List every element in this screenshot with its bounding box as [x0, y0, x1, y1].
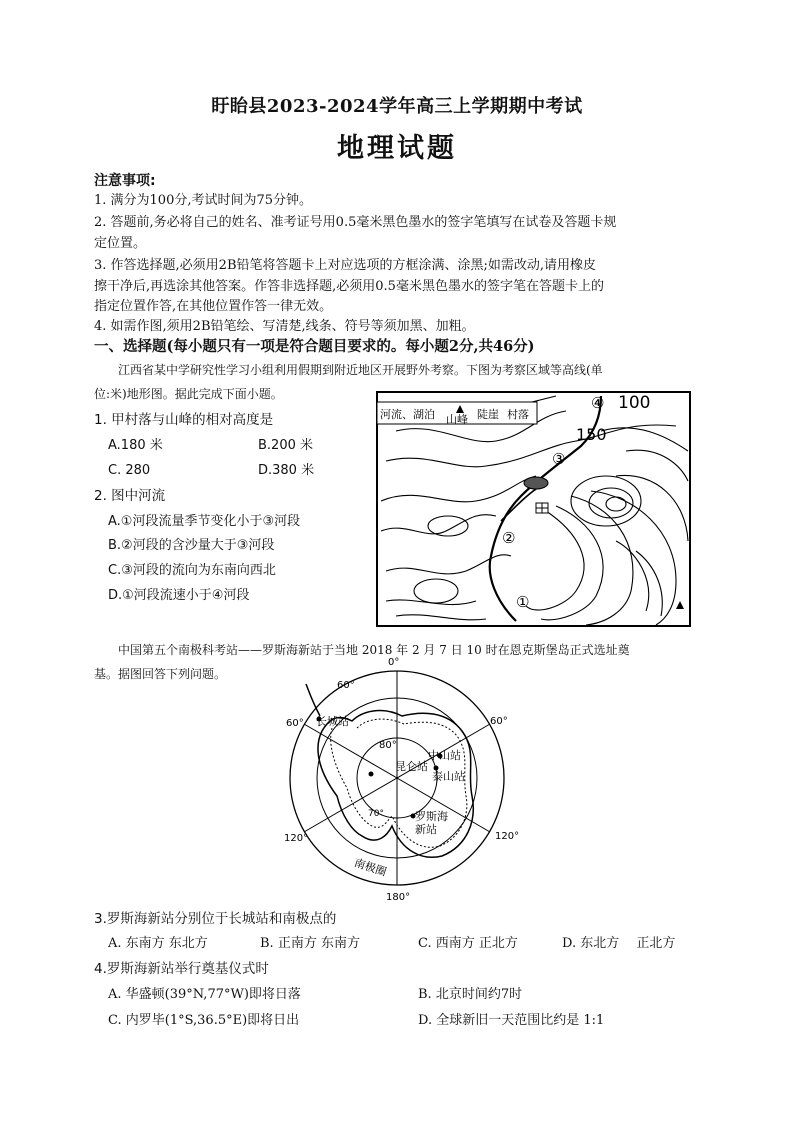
lon-180-label: 180°	[386, 892, 411, 903]
legend-cliff: 陡崖	[477, 408, 499, 421]
notice-line-3: 定位置。	[94, 236, 147, 251]
lat-80-label: 80°	[379, 740, 397, 751]
marker-3: ③	[552, 450, 566, 468]
q4-option-c[interactable]: C. 内罗毕(1°S,36.5°E)即将日出	[108, 1013, 300, 1028]
notice-line-5: 擦干净后,再选涂其他答案。作答非选择题,必须用0.5毫米黑色墨水的签字笔在答题卡上的	[94, 279, 604, 294]
lon-120w-label: 120°	[284, 833, 309, 844]
lon-120e-label: 120°	[495, 831, 520, 842]
q3-option-d[interactable]: D. 东北方 正北方	[562, 936, 676, 951]
q4-stem: 4.罗斯海新站举行奠基仪式时	[94, 961, 269, 977]
q1-stem: 1. 甲村落与山峰的相对高度是	[94, 412, 274, 428]
q2-option-a[interactable]: A.①河段流量季节变化小于③河段	[108, 514, 301, 529]
intro1-line2: 位:米)地形图。据此完成下面小题。	[94, 387, 283, 401]
legend-river: 河流、湖泊	[380, 408, 435, 421]
q3-option-b[interactable]: B. 正南方 东南方	[260, 936, 360, 951]
notice-heading: 注意事项:	[94, 173, 156, 189]
q1-option-d[interactable]: D.380 米	[258, 463, 315, 478]
marker-2: ②	[502, 529, 516, 547]
notice-line-2: 2. 答题前,务必将自己的姓名、准考证号用0.5毫米黑色墨水的签字笔填写在试卷及答题卡规	[94, 215, 617, 230]
lon-0-label: 0°	[388, 657, 400, 668]
taishan-station-label: 泰山站	[432, 770, 465, 783]
antarctica-map	[282, 656, 520, 903]
marker-1: ①	[516, 593, 530, 611]
q3-stem: 3.罗斯海新站分别位于长城站和南极点的	[94, 911, 337, 927]
q2-option-b[interactable]: B.②河段的含沙量大于③河段	[108, 538, 275, 553]
q2-stem: 2. 图中河流	[94, 488, 166, 504]
notice-line-7: 4. 如需作图,须用2B铅笔绘、写清楚,线条、符号等须加黑、加粗。	[94, 319, 475, 334]
lon-60e-label: 60°	[490, 716, 508, 727]
q1-option-a[interactable]: A.180 米	[108, 438, 163, 453]
q4-option-d[interactable]: D. 全球新旧一天范围比约是 1:1	[418, 1013, 605, 1028]
notice-line-6: 指定位置作答,在其他位置作答一律无效。	[94, 299, 333, 314]
changcheng-station-label: 长城站	[316, 715, 349, 728]
intro1-line1: 江西省某中学研究性学习小组利用假期到附近地区开展野外考察。下图为考察区域等高线(单	[118, 363, 603, 377]
q3-option-a[interactable]: A. 东南方 东北方	[108, 936, 208, 951]
lat-60-label: 60°	[337, 680, 355, 691]
q2-option-c[interactable]: C.③河段的流向为东南向西北	[108, 563, 276, 578]
ross-station-label-1: 罗斯海	[415, 810, 448, 823]
legend-village: 村落	[507, 408, 529, 421]
contour-100-label: 100	[618, 393, 651, 413]
antarctic-circle-label: 南极圈	[352, 856, 389, 879]
section-heading: 一、选择题(每小题只有一项是符合题目要求的。每小题2分,共46分)	[94, 338, 535, 355]
lon-60w-label: 60°	[286, 718, 304, 729]
q4-option-a[interactable]: A. 华盛顿(39°N,77°W)即将日落	[108, 987, 301, 1002]
kunlun-station-label: 昆仑站	[395, 760, 428, 773]
q2-option-d[interactable]: D.①河段流速小于④河段	[108, 588, 250, 603]
q3-option-c[interactable]: C. 西南方 正北方	[418, 936, 518, 951]
q4-option-b[interactable]: B. 北京时间约7时	[418, 987, 523, 1002]
q1-option-c[interactable]: C. 280	[108, 463, 151, 478]
legend-peak: 山峰	[446, 413, 468, 426]
notice-line-4: 3. 作答选择题,必须用2B铅笔将答题卡上对应选项的方框涂满、涂黑;如需改动,请用橡皮	[94, 258, 597, 273]
lat-70-label: 70°	[368, 809, 384, 819]
marker-4: ④	[591, 394, 605, 412]
q1-option-b[interactable]: B.200 米	[258, 438, 313, 453]
intro2-line1: 中国第五个南极科考站——罗斯海新站于当地 2018 年 2 月 7 日 10 时在恩克斯堡岛正式选址奠	[118, 643, 630, 657]
intro2-line2: 基。据图回答下列问题。	[94, 667, 227, 681]
notice-line-1: 1. 满分为100分,考试时间为75分钟。	[94, 193, 313, 208]
topographic-map	[376, 391, 691, 627]
ross-station-label-2: 新站	[415, 823, 437, 836]
zhongshan-station-label: 中山站	[428, 749, 461, 762]
exam-title: 盱眙县2023-2024学年高三上学期期中考试	[211, 96, 583, 117]
subject-title: 地理试题	[337, 133, 457, 164]
contour-150-label: 150	[576, 425, 607, 444]
